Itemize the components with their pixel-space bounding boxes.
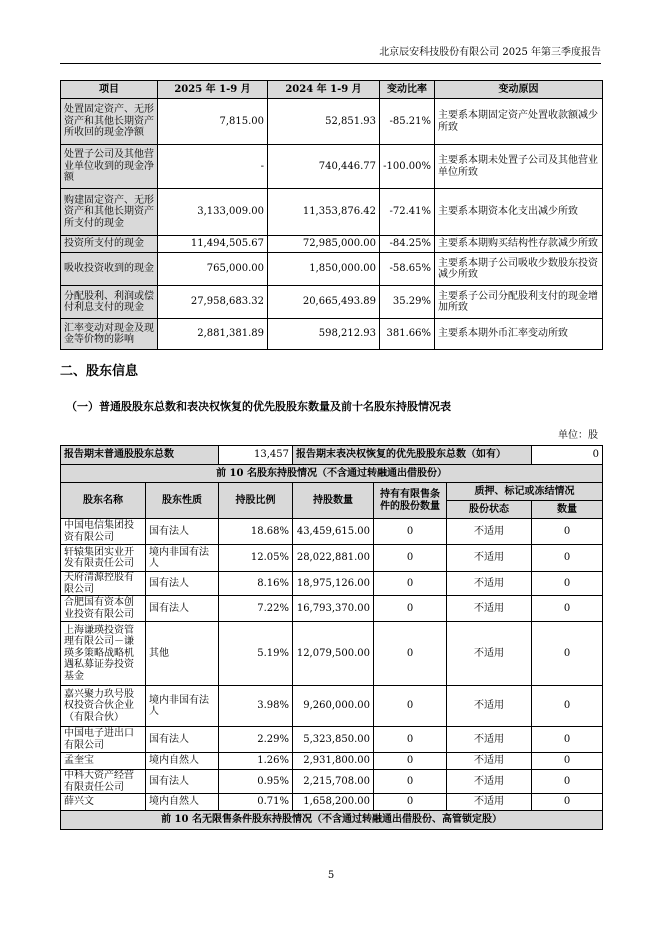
shareholder-restricted-cell: 0 [374, 545, 447, 572]
cashflow-ratio-cell: -85.21% [380, 99, 435, 145]
shareholder-pledge-count-cell: 0 [532, 572, 603, 596]
shareholder-pledge-count-cell: 0 [532, 727, 603, 753]
col-shareholder-nature: 股东性质 [146, 483, 219, 519]
cashflow-previous-cell: 740,446.77 [268, 145, 380, 189]
shareholder-nature-cell: 国有法人 [146, 770, 219, 794]
cashflow-item-cell: 汇率变动对现金及现金等价物的影响 [61, 319, 158, 350]
shareholder-status-cell: 不适用 [447, 622, 532, 686]
shareholder-header-row-1 [61, 483, 603, 501]
cashflow-reason-cell: 主要系本期资本化支出减少所致 [435, 189, 603, 236]
col-holding-ratio: 持股比例 [219, 483, 293, 519]
cashflow-header-row [61, 81, 603, 99]
shareholder-row [61, 686, 603, 727]
cashflow-current-cell: - [158, 145, 268, 189]
col-restricted-shares: 持有有限售条件的股份数量 [374, 483, 447, 519]
shareholder-ratio-cell: 12.05% [219, 545, 293, 572]
shareholder-status-cell: 不适用 [447, 572, 532, 596]
shareholder-quantity-cell: 12,079,500.00 [293, 622, 374, 686]
unrestricted-title: 前 10 名无限售条件股东持股情况（不含通过转融通出借股份、高管锁定股） [61, 811, 603, 830]
shareholder-row [61, 519, 603, 545]
cashflow-row [61, 286, 603, 319]
shareholder-row [61, 572, 603, 596]
shareholder-name-cell: 上海谦瑛投资管理有限公司－谦瑛多策略战略机遇私募证券投资基金 [61, 622, 146, 686]
shareholder-restricted-cell: 0 [374, 727, 447, 753]
shareholder-row [61, 545, 603, 572]
shareholder-pledge-count-cell: 0 [532, 753, 603, 770]
shareholder-row [61, 753, 603, 770]
cashflow-col-item: 项目 [61, 81, 158, 99]
shareholder-row [61, 622, 603, 686]
cashflow-reason-cell: 主要系子公司分配股利支付的现金增加所致 [435, 286, 603, 319]
cashflow-previous-cell: 72,985,000.00 [268, 236, 380, 253]
shareholder-status-cell: 不适用 [447, 794, 532, 811]
cashflow-reason-cell: 主要系本期购买结构性存款减少所致 [435, 236, 603, 253]
cashflow-current-cell: 7,815.00 [158, 99, 268, 145]
shareholder-quantity-cell: 43,459,615.00 [293, 519, 374, 545]
header-divider [60, 63, 601, 64]
cashflow-current-cell: 2,881,381.89 [158, 319, 268, 350]
shareholder-ratio-cell: 8.16% [219, 572, 293, 596]
cashflow-row [61, 319, 603, 350]
shareholder-pledge-count-cell: 0 [532, 770, 603, 794]
shareholder-restricted-cell: 0 [374, 622, 447, 686]
cashflow-item-cell: 分配股利、利润或偿付利息支付的现金 [61, 286, 158, 319]
shareholder-total-row [61, 446, 603, 465]
cashflow-col-current: 2025 年 1-9 月 [158, 81, 268, 99]
shareholder-name-cell: 孟奎宝 [61, 753, 146, 770]
shareholder-quantity-cell: 2,931,800.00 [293, 753, 374, 770]
shareholder-nature-cell: 其他 [146, 622, 219, 686]
shareholder-ratio-cell: 2.29% [219, 727, 293, 753]
shareholder-name-cell: 中科大资产经营有限责任公司 [61, 770, 146, 794]
cashflow-ratio-cell: -58.65% [380, 253, 435, 286]
cashflow-current-cell: 765,000.00 [158, 253, 268, 286]
shareholder-pledge-count-cell: 0 [532, 794, 603, 811]
shareholder-ratio-cell: 3.98% [219, 686, 293, 727]
shareholder-nature-cell: 境内自然人 [146, 794, 219, 811]
shareholders-table [60, 445, 603, 830]
cashflow-row [61, 99, 603, 145]
shareholder-status-cell: 不适用 [447, 519, 532, 545]
shareholder-restricted-cell: 0 [374, 686, 447, 727]
cashflow-reason-cell: 主要系本期未处置子公司及其他营业单位所致 [435, 145, 603, 189]
col-holding-quantity: 持股数量 [293, 483, 374, 519]
cashflow-row [61, 253, 603, 286]
shareholder-ratio-cell: 0.71% [219, 794, 293, 811]
shareholder-nature-cell: 国有法人 [146, 727, 219, 753]
shareholder-name-cell: 薛兴文 [61, 794, 146, 811]
shareholder-quantity-cell: 1,658,200.00 [293, 794, 374, 811]
shareholder-row [61, 770, 603, 794]
page-number: 5 [327, 870, 335, 881]
shareholder-pledge-count-cell: 0 [532, 545, 603, 572]
cashflow-current-cell: 11,494,505.67 [158, 236, 268, 253]
cashflow-current-cell: 27,958,683.32 [158, 286, 268, 319]
cashflow-col-previous: 2024 年 1-9 月 [268, 81, 380, 99]
report-header-title: 北京辰安科技股份有限公司 2025 年第三季度报告 [379, 47, 601, 58]
cashflow-previous-cell: 598,212.93 [268, 319, 380, 350]
shareholder-pledge-count-cell: 0 [532, 686, 603, 727]
cashflow-ratio-cell: -84.25% [380, 236, 435, 253]
cashflow-item-cell: 吸收投资收到的现金 [61, 253, 158, 286]
shareholder-name-cell: 中国电子进出口有限公司 [61, 727, 146, 753]
shareholder-pledge-count-cell: 0 [532, 622, 603, 686]
cashflow-ratio-cell: 35.29% [380, 286, 435, 319]
cashflow-item-cell: 处置子公司及其他营业单位收到的现金净额 [61, 145, 158, 189]
cashflow-col-reason: 变动原因 [435, 81, 603, 99]
cashflow-ratio-cell: 381.66% [380, 319, 435, 350]
section-subtitle: （一）普通股股东总数和表决权恢复的优先股股东数量及前十名股东持股情况表 [66, 400, 451, 413]
shareholder-name-cell: 中国电信集团投资有限公司 [61, 519, 146, 545]
shareholder-ratio-cell: 0.95% [219, 770, 293, 794]
shareholder-pledge-count-cell: 0 [532, 596, 603, 622]
shareholder-quantity-cell: 18,975,126.00 [293, 572, 374, 596]
preferred-shareholders-label: 报告期末表决权恢复的优先股股东总数（如有） [293, 446, 532, 465]
cashflow-previous-cell: 11,353,876.42 [268, 189, 380, 236]
shareholder-status-cell: 不适用 [447, 686, 532, 727]
shareholder-status-cell: 不适用 [447, 545, 532, 572]
total-shareholders-label: 报告期末普通股股东总数 [61, 446, 219, 465]
shareholder-nature-cell: 境内自然人 [146, 753, 219, 770]
section-title: 二、股东信息 [60, 364, 139, 379]
shareholder-row [61, 596, 603, 622]
cashflow-row [61, 189, 603, 236]
shareholder-status-cell: 不适用 [447, 727, 532, 753]
shareholder-status-cell: 不适用 [447, 770, 532, 794]
cashflow-item-cell: 投资所支付的现金 [61, 236, 158, 253]
col-pledge-group: 质押、标记或冻结情况 [447, 483, 603, 501]
unit-label: 单位：股 [558, 430, 598, 441]
shareholder-nature-cell: 境内非国有法人 [146, 686, 219, 727]
shareholder-nature-cell: 境内非国有法人 [146, 545, 219, 572]
shareholder-restricted-cell: 0 [374, 770, 447, 794]
col-shareholder-name: 股东名称 [61, 483, 146, 519]
cashflow-ratio-cell: -100.00% [380, 145, 435, 189]
shareholder-pledge-count-cell: 0 [532, 519, 603, 545]
cashflow-previous-cell: 52,851.93 [268, 99, 380, 145]
shareholder-restricted-cell: 0 [374, 519, 447, 545]
cashflow-item-cell: 购建固定资产、无形资产和其他长期资产所支付的现金 [61, 189, 158, 236]
cashflow-item-cell: 处置固定资产、无形资产和其他长期资产所收回的现金净额 [61, 99, 158, 145]
shareholder-status-cell: 不适用 [447, 753, 532, 770]
shareholder-quantity-cell: 5,323,850.00 [293, 727, 374, 753]
shareholder-ratio-cell: 7.22% [219, 596, 293, 622]
cashflow-ratio-cell: -72.41% [380, 189, 435, 236]
shareholder-ratio-cell: 18.68% [219, 519, 293, 545]
cashflow-row [61, 145, 603, 189]
shareholder-restricted-cell: 0 [374, 572, 447, 596]
cashflow-current-cell: 3,133,009.00 [158, 189, 268, 236]
col-pledge-count: 数量 [532, 501, 603, 519]
cashflow-previous-cell: 1,850,000.00 [268, 253, 380, 286]
shareholder-name-cell: 合肥国有资本创业投资有限公司 [61, 596, 146, 622]
shareholder-row [61, 727, 603, 753]
cashflow-previous-cell: 20,665,493.89 [268, 286, 380, 319]
unrestricted-title-row [61, 811, 603, 830]
shareholder-name-cell: 嘉兴聚力玖号股权投资合伙企业（有限合伙） [61, 686, 146, 727]
shareholder-quantity-cell: 2,215,708.00 [293, 770, 374, 794]
shareholder-status-cell: 不适用 [447, 596, 532, 622]
shareholder-ratio-cell: 5.19% [219, 622, 293, 686]
cashflow-row [61, 236, 603, 253]
shareholder-restricted-cell: 0 [374, 596, 447, 622]
top10-title: 前 10 名股东持股情况（不含通过转融通出借股份） [61, 465, 603, 483]
shareholder-quantity-cell: 16,793,370.00 [293, 596, 374, 622]
shareholder-restricted-cell: 0 [374, 794, 447, 811]
shareholder-ratio-cell: 1.26% [219, 753, 293, 770]
shareholder-nature-cell: 国有法人 [146, 596, 219, 622]
cashflow-reason-cell: 主要系本期固定资产处置收款额减少所致 [435, 99, 603, 145]
shareholder-name-cell: 轩辕集团实业开发有限责任公司 [61, 545, 146, 572]
shareholder-row [61, 794, 603, 811]
shareholder-name-cell: 天府清源控股有限公司 [61, 572, 146, 596]
cashflow-reason-cell: 主要系本期外币汇率变动所致 [435, 319, 603, 350]
cashflow-reason-cell: 主要系本期子公司吸收少数股东投资减少所致 [435, 253, 603, 286]
preferred-shareholders-value: 0 [532, 446, 603, 465]
shareholder-nature-cell: 国有法人 [146, 519, 219, 545]
shareholder-quantity-cell: 28,022,881.00 [293, 545, 374, 572]
top10-title-row [61, 465, 603, 483]
cashflow-change-table [60, 80, 603, 350]
cashflow-col-ratio: 变动比率 [380, 81, 435, 99]
shareholder-nature-cell: 国有法人 [146, 572, 219, 596]
shareholder-quantity-cell: 9,260,000.00 [293, 686, 374, 727]
shareholder-restricted-cell: 0 [374, 753, 447, 770]
col-share-status: 股份状态 [447, 501, 532, 519]
total-shareholders-value: 13,457 [219, 446, 293, 465]
